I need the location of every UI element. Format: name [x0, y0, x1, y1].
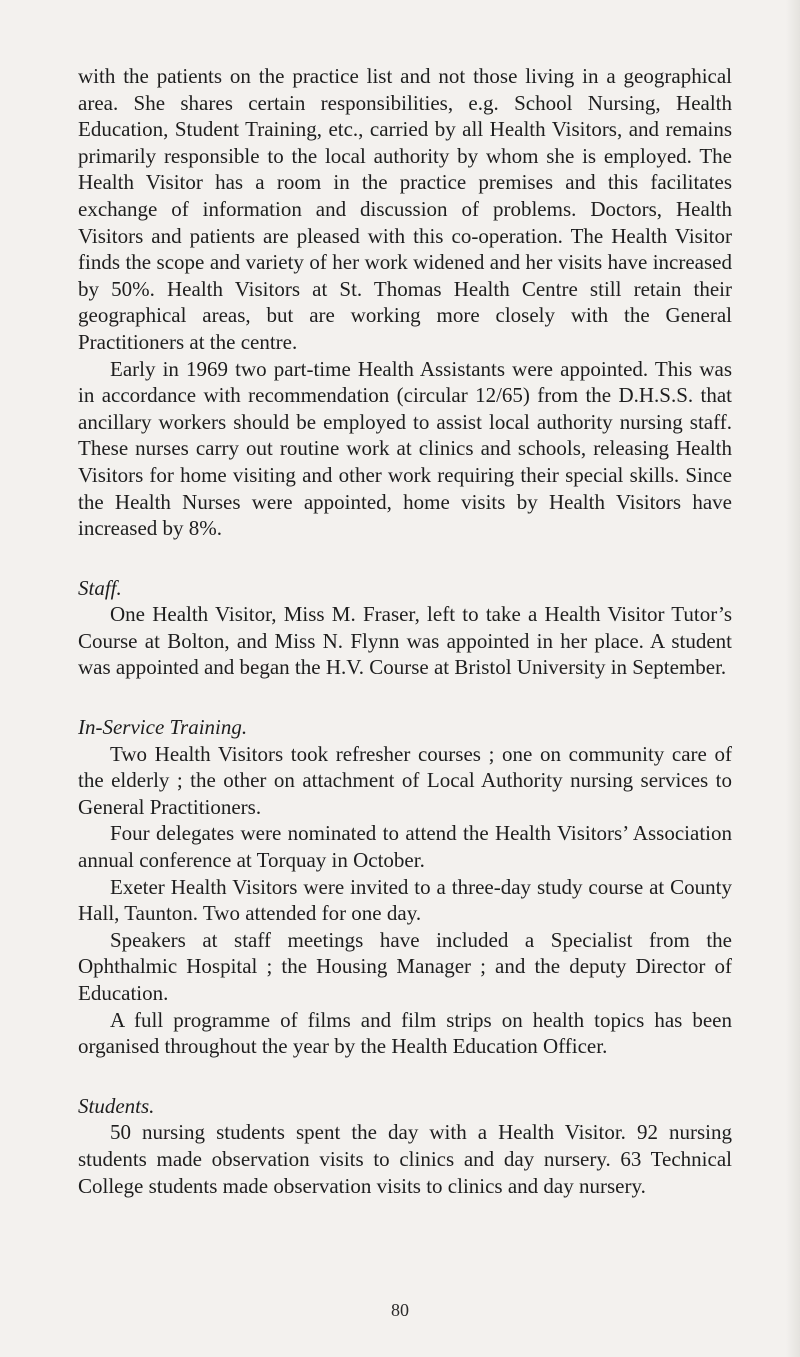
- staff-paragraph: One Health Visitor, Miss M. Fraser, left to take a Health Visitor Tutor’s Course at Bolton, and Miss N. Flynn was appointed in her place. A student was appointed and began the H.V. Course at Bristol University in September.: [78, 602, 732, 680]
- section-heading-in-service-training: In-Service Training.: [78, 715, 248, 740]
- body-paragraph-continuation: with the patients on the practice list and not those living in a geographical area. She shares certain responsibilities, e.g. School Nursing, Health Education, Student Training, etc., carried by all Health Visitors, and remains primarily responsible to the local authority by whom she is employed. The Health Visitor has a room in the practice premises and this facilitates exchange of information and discussion of problems. Doctors, Health Visitors and patients are pleased with this co-operation. The Health Visitor finds the scope and variety of her work widened and her visits have increased by 50%. Health Visitors at St. Thomas Health Centre still retain their geographical areas, but are working more closely with the General Practitioners at the centre.: [78, 64, 732, 354]
- training-paragraph-delegates: Four delegates were nominated to attend the Health Visitors’ Association annual conference at Torquay in October.: [78, 821, 732, 873]
- students-paragraph: 50 nursing students spent the day with a Health Visitor. 92 nursing students made observation visits to clinics and day nursery. 63 Technical College students made observation visits to clinics and day nursery.: [78, 1120, 732, 1198]
- section-heading-students: Students.: [78, 1093, 155, 1118]
- page-edge-shadow: [786, 0, 800, 1357]
- document-page: [78, 63, 732, 1199]
- training-paragraph-study-course: Exeter Health Visitors were invited to a three-day study course at County Hall, Taunton. Two attended for one day.: [78, 874, 732, 926]
- training-paragraph-refresher: Two Health Visitors took refresher courses ; one on community care of the elderly ; the other on attachment of Local Authority nursing services to General Practitioners.: [78, 741, 732, 819]
- training-paragraph-speakers: Speakers at staff meetings have included a Specialist from the Ophthalmic Hospital ; the Housing Manager ; and the deputy Director of Education.: [78, 927, 732, 1005]
- body-paragraph-health-assistants: Early in 1969 two part-time Health Assistants were appointed. This was in accordance with recommendation (circular 12/65) from the D.H.S.S. that ancillary workers should be employed to assist local authority nursing staff. These nurses carry out routine work at clinics and schools, releasing Health Visitors for home visiting and other work requiring their special skills. Since the Health Nurses were appointed, home visits by Health Visitors have increased by 8%.: [78, 356, 732, 541]
- page-number: 80: [391, 1300, 409, 1320]
- training-paragraph-films: A full programme of films and film strips on health topics has been organised throughout the year by the Health Education Officer.: [78, 1007, 732, 1059]
- section-heading-staff: Staff.: [78, 575, 122, 600]
